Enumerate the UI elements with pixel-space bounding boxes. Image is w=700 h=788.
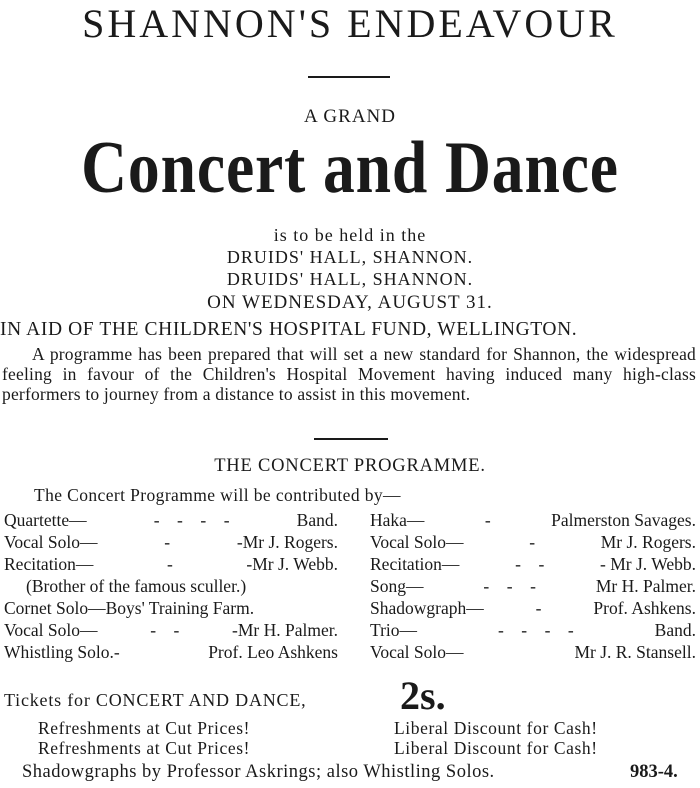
programme-row-left <box>4 509 338 531</box>
programme-performer: Mr H. Palmer. <box>595 576 696 596</box>
programme-leader: - - <box>150 620 180 640</box>
programme-item: Vocal Solo— <box>370 642 464 662</box>
advert-subhead: A GRAND <box>304 106 396 127</box>
discount-right-2: Liberal Discount for Cash! <box>394 738 598 758</box>
programme-row-right <box>370 597 696 619</box>
programme-row-right <box>370 619 696 641</box>
description-paragraph: A programme has been prepared that will set a new standard for Shannon, the widespread feeling in favour of the Children's Hospital Movement having induced many high-class performers to journey from a distance to assist in this movement. <box>2 344 696 404</box>
programme-intro: The Concert Programme will be contributed by— <box>34 485 401 505</box>
programme-item: Recitation— <box>4 554 94 574</box>
refreshment-left-2: Refreshments at Cut Prices! <box>38 738 251 758</box>
programme-item: Vocal Solo— <box>4 620 98 640</box>
programme-item: Song— <box>370 576 424 596</box>
programme-item: Haka— <box>370 510 425 530</box>
programme-leader: - - <box>515 554 545 574</box>
programme-leader: - <box>167 554 173 574</box>
programme-item: Trio— <box>370 620 418 640</box>
programme-row-right <box>370 509 696 531</box>
programme-performer: - Mr J. Webb. <box>600 554 696 574</box>
discount-right-1: Liberal Discount for Cash! <box>394 718 598 738</box>
programme-leader: - <box>529 532 536 552</box>
advert-title: SHANNON'S ENDEAVOUR <box>82 1 618 46</box>
programme-heading: THE CONCERT PROGRAMME. <box>214 456 486 476</box>
footer-note: Shadowgraphs by Professor Askrings; also Whistling Solos. <box>22 762 495 782</box>
venue-line-1: DRUIDS' HALL, SHANNON. <box>226 247 474 267</box>
tickets-line: Tickets for CONCERT AND DANCE, <box>4 690 307 710</box>
programme-performer: Mr J. R. Stansell. <box>574 642 696 662</box>
programme-leader: - - - <box>483 576 536 596</box>
advert-headline: Concert and Dance <box>81 127 619 209</box>
programme-row-left <box>4 575 360 597</box>
programme-row-right <box>370 575 696 597</box>
refreshment-left-1: Refreshments at Cut Prices! <box>38 718 251 738</box>
event-date: ON WEDNESDAY, AUGUST 31. <box>207 292 493 313</box>
programme-performer: -Mr H. Palmer. <box>232 620 338 640</box>
programme-row-left <box>4 597 338 619</box>
programme-item: Vocal Solo— <box>4 532 98 552</box>
programme-item: (Brother of the famous sculler.) <box>26 576 247 596</box>
programme-leader: - <box>164 532 171 552</box>
programme-row-right <box>370 553 696 575</box>
programme-item: Cornet Solo—Boys' Training Farm. <box>4 598 255 618</box>
advert-code: 983-4. <box>630 762 678 782</box>
programme-leader: - - - - <box>497 620 574 640</box>
programme-leader: - <box>484 510 491 530</box>
programme-performer: Band. <box>296 510 338 530</box>
programme-row-right <box>370 641 696 663</box>
programme-performer: Palmerston Savages. <box>551 510 696 530</box>
programme-item: Recitation— <box>370 554 460 574</box>
programme-row-left <box>4 619 338 641</box>
programme-row-left <box>4 531 338 553</box>
aid-line: IN AID OF THE CHILDREN'S HOSPITAL FUND, WELLINGTON. <box>0 319 578 340</box>
section-divider <box>314 438 388 440</box>
programme-performer: Band. <box>654 620 696 640</box>
announce-line: is to be held in the <box>273 225 427 245</box>
title-divider <box>308 76 390 78</box>
programme-performer: Prof. Leo Ashkens <box>208 642 338 662</box>
programme-performer: -Mr J. Rogers. <box>236 532 338 552</box>
programme-item: Quartette— <box>4 510 87 530</box>
ticket-price: 2s. <box>400 673 446 718</box>
venue-line-2: DRUIDS' HALL, SHANNON. <box>226 269 474 289</box>
programme-performer: Mr J. Rogers. <box>600 532 696 552</box>
programme-row-left <box>4 641 338 663</box>
programme-leader: - <box>535 598 542 618</box>
programme-leader: - - - - <box>153 510 230 530</box>
programme-row-right <box>370 531 696 553</box>
programme-performer: Prof. Ashkens. <box>593 598 696 618</box>
programme-performer: -Mr J. Webb. <box>246 554 338 574</box>
programme-row-left <box>4 553 338 575</box>
programme-item: Vocal Solo— <box>370 532 464 552</box>
programme-item: Whistling Solo.- <box>4 642 120 662</box>
programme-item: Shadowgraph— <box>370 598 484 618</box>
